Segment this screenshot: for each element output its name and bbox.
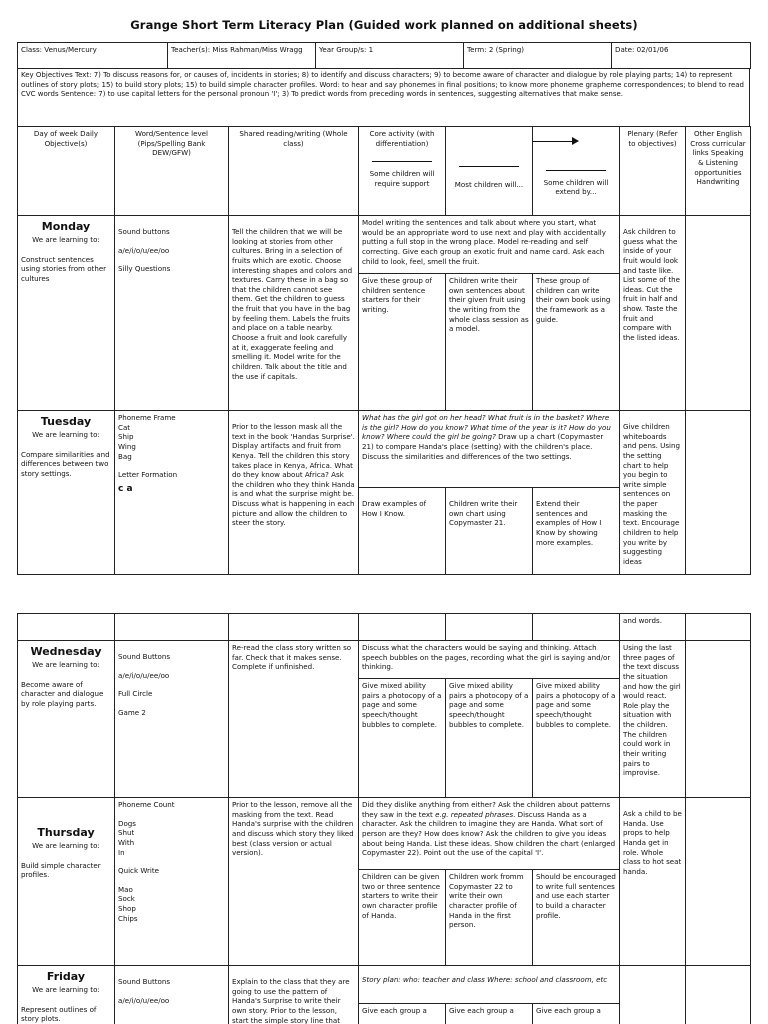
shared-cell <box>229 216 359 411</box>
class-cell: Class: Venus/Mercury <box>18 43 168 69</box>
word-level-cell <box>115 641 229 798</box>
core-intro-example: e.g. repeated phrases <box>435 809 514 819</box>
core-extend-text: Extend their sentences and examples of How I Know by showing more examples. <box>536 499 602 547</box>
plenary-cell: Using the last three pages of the text discuss the situation and how the girl would react. Role play the situation with the children. The children could work in their writing pairs to improvise. <box>620 641 686 798</box>
word-item: Ship <box>118 432 134 442</box>
core-support <box>359 488 445 574</box>
col-core-most <box>446 127 533 216</box>
core-cell <box>359 411 620 575</box>
word-item: Silly Questions <box>118 264 171 274</box>
day-name: Monday <box>41 220 91 233</box>
day-row-wednesday <box>18 641 751 798</box>
shared-cell: Prior to the lesson, remove all the masking from the text. Read Handa's surprise with the children and discuss which story they liked best (class version or actual version). <box>229 798 359 966</box>
column-header-table <box>17 126 751 216</box>
day-name: Thursday <box>37 826 95 839</box>
core-cell <box>359 798 620 966</box>
shared-cell: Re-read the class story written so far. Check that it makes sense. Complete if unfinished. <box>229 641 359 798</box>
day-cell <box>18 798 115 966</box>
col-core-extend <box>533 127 620 216</box>
word-item: Shut <box>118 828 135 838</box>
word-item: a/e/i/o/u/ee/oo <box>118 995 170 1005</box>
core-support-text: Draw examples of How I Know. <box>362 499 427 518</box>
core-most-text: Children write their own chart using Copymaster 21. <box>449 499 518 528</box>
term-cell: Term: 2 (Spring) <box>464 43 612 69</box>
daily-objective: Compare similarities and differences between two story settings. <box>21 449 110 478</box>
word-item: Sound Buttons <box>118 652 171 661</box>
header-table <box>17 42 751 69</box>
col-some-support: Some children will require support <box>369 168 435 188</box>
core-support: Give each group a <box>362 1006 427 1015</box>
word-level-cell <box>115 216 229 411</box>
word-level-cell <box>115 966 229 1024</box>
shared-text: Tell the children that we will be looking at stories from other cultures. Bring in a selection of fruits which are exotic. Choose interesting shapes and colors and textures. Carry these in a bag so that the children cannot see them. Get the children to guess the fruit that you have in the bag by feeling them. Labels the fruits and place on a table nearby. Choose a fruit and look carefully at it, exaggerate feeling and smelling it. Model write for the children. Talk about the title and the use if capitals. <box>232 227 353 381</box>
core-intro-text: Draw up a chart (Copymaster 21) to compare Handa's place (setting) with the children's place. Discuss the similarities and differences of the two settings. <box>362 432 604 461</box>
plenary-cell <box>620 798 686 966</box>
other-cell <box>686 411 751 575</box>
day-cell <box>18 641 115 798</box>
word-item: a/e/i/o/u/ee/oo <box>118 670 170 680</box>
core-support: Give mixed ability pairs a photocopy of a page and some speech/thought bubbles to complete. <box>362 681 442 729</box>
word-item: Letter Formation <box>118 470 178 480</box>
word-item: Quick Write <box>118 866 160 876</box>
core-most: Children write their own sentences about their given fruit using the writing from the whole class session as a model. <box>445 274 532 410</box>
core-intro: Story plan: who: teacher and class Where: school and classroom, etc <box>359 966 619 1004</box>
other-cell <box>686 798 751 966</box>
col-day: Day of week Daily Objective(s) <box>18 127 115 216</box>
core-differentiation <box>359 274 619 410</box>
rule-line <box>459 159 519 167</box>
word-item: Phoneme Count <box>118 800 175 809</box>
word-item: Wing <box>118 441 136 451</box>
core-extend: These group of children can write their own book using the framework as a guide. <box>532 274 619 410</box>
plenary-cell <box>620 966 686 1024</box>
core-intro: Discuss what the characters would be saying and thinking. Attach speech bubbles on the pages, recording what the girl is saying and/or thinking. <box>359 641 619 679</box>
core-intro-text: Did they dislike anything from either? Ask the children about patterns they saw in the text <box>362 800 611 819</box>
word-item: In <box>118 847 125 857</box>
other-cell <box>686 216 751 411</box>
plan-table-page1 <box>17 215 751 575</box>
plan-table-page2 <box>17 613 751 1024</box>
core-support: Children can be given two or three sentence starters to write their own character profile of Handa. <box>362 872 441 920</box>
objectives-table <box>17 68 750 127</box>
col-some-extend: Some children will extend by... <box>543 177 609 197</box>
col-plenary: Plenary (Refer to objectives) <box>620 127 686 216</box>
core-differentiation <box>359 488 619 574</box>
core-questions: What has the girl got on her head? What fruit is in the basket? Where is the girl? How do you know? What time of the year is it? How do you know? Where could the girl be going? <box>362 413 611 442</box>
year-groups-cell: Year Group/s: 1 <box>316 43 464 69</box>
col-other: Other English Cross curricular links Speaking & Listening opportunities Handwriting <box>686 127 751 216</box>
col-core-support <box>359 127 446 216</box>
day-cell <box>18 411 115 575</box>
learning-label: We are learning to: <box>32 429 100 439</box>
learning-label: We are learning to: <box>32 659 100 669</box>
teachers-cell: Teacher(s): Miss Rahman/Miss Wragg <box>168 43 316 69</box>
col-core-label: Core activity (with differentiation) <box>369 129 435 148</box>
col-shared: Shared reading/writing (Whole class) <box>229 127 359 216</box>
core-extend <box>532 488 619 574</box>
core-most: Give each group a <box>445 1004 532 1024</box>
plenary-continued: and words. <box>620 614 686 641</box>
core-extend: Should be encouraged to write full sentences and use each starter to build a character profile. <box>532 870 619 965</box>
shared-cell <box>229 966 359 1024</box>
core-cell <box>359 966 620 1024</box>
word-item: Chips <box>118 913 138 923</box>
day-name: Friday <box>46 970 86 983</box>
core-intro <box>359 798 619 870</box>
plenary-text: Ask children to guess what the inside of your fruit would look and taste like. List some of the ideas. Cut the fruit in half and show. Taste the fruit and compare with the listed ideas. <box>623 227 680 343</box>
learning-label: We are learning to: <box>32 234 100 244</box>
day-cell <box>18 216 115 411</box>
word-item: Game 2 <box>118 707 146 717</box>
day-name: Wednesday <box>30 645 102 658</box>
learning-label: We are learning to: <box>32 984 100 994</box>
word-item: With <box>118 837 135 847</box>
core-differentiation <box>359 870 619 965</box>
core-cell <box>359 641 620 798</box>
other-cell <box>686 966 751 1024</box>
col-word-level: Word/Sentence level (Pips/Spelling Bank DEW/GFW) <box>115 127 229 216</box>
day-row-thursday <box>18 798 751 966</box>
core-intro-text-2: . Discuss Handa as a character. Ask the children to imagine they are Handa. What sort of person are they? How does know? Ask the children to give you ideas about being Handa. List these ideas. Show children the chart (enlarged Copymaster 22). Point out the use of the capital 'I'. <box>362 809 616 858</box>
daily-objective: Represent outlines of story plots. <box>21 1004 97 1024</box>
word-item: Full Circle <box>118 689 153 699</box>
word-item: Phoneme Frame <box>118 413 176 422</box>
core-intro <box>359 411 619 488</box>
word-level-cell <box>115 411 229 575</box>
word-item: a/e/i/o/u/ee/oo <box>118 245 170 255</box>
word-level-cell <box>115 798 229 966</box>
core-cell <box>359 216 620 411</box>
daily-objective: Construct sentences using stories from other cultures <box>21 254 107 283</box>
word-item: Sound Buttons <box>118 977 171 986</box>
progression-arrow <box>533 137 617 145</box>
key-objectives: Key Objectives Text: 7) To discuss reasons for, or causes of, incidents in stories; 8) to identify and discuss characters; 9) to become aware of character and dialogue by role playing parts; 14) to represent outlines of story plots; 15) to build story plots; 15) to build simple character profiles. Word: to hear and say phonemes in final positions; to know more phoneme grapheme correspondences; to blend to read CVC words Sentence: 7) to use capital letters for the personal pronoun 'I'; 3) To predict words from preceding words in sentences, suggesting alternatives that make sense. <box>18 69 750 127</box>
core-most <box>445 488 532 574</box>
core-intro: Model writing the sentences and talk about where you start, what would be an appropriate word to use next and play with accidentally putting a full stop in the wrong place. Model re-reading and self correcting. Give each group an exotic fruit and name card. Ask each child to look, feel, smell the fruit. <box>359 216 619 274</box>
plenary-text: Ask a child to be Handa. Use props to help Handa get in role. Whole class to hot seat handa. <box>623 809 682 876</box>
day-row-friday <box>18 966 751 1024</box>
date-cell: Date: 02/01/06 <box>612 43 751 69</box>
word-item: Dogs <box>118 818 137 828</box>
word-item: Sound buttons <box>118 227 170 236</box>
core-extend: Give each group a <box>532 1004 619 1024</box>
carry-over-row <box>18 614 751 641</box>
daily-objective: Build simple character profiles. <box>21 860 101 880</box>
plenary-cell <box>620 216 686 411</box>
core-most: Children work fromm Copymaster 22 to write their own character profile of Handa in the first person. <box>445 870 532 965</box>
day-row-monday <box>18 216 751 411</box>
core-differentiation <box>359 1004 619 1024</box>
word-item: Shop <box>118 904 136 914</box>
day-name: Tuesday <box>40 415 92 428</box>
plenary-text: Give children whiteboards and pens. Using the setting chart to help you begin to write simple sentences on the paper masking the text. Encourage children to help you write by suggesting ideas <box>623 422 681 566</box>
col-most: Most children will... <box>454 179 524 189</box>
core-differentiation <box>359 679 619 797</box>
shared-cell <box>229 411 359 575</box>
word-item: Mao <box>118 884 133 894</box>
day-cell <box>18 966 115 1024</box>
plenary-cell <box>620 411 686 575</box>
word-item: Sock <box>118 894 135 904</box>
page-title: Grange Short Term Literacy Plan (Guided work planned on additional sheets) <box>130 18 638 32</box>
formation-letters: c a <box>118 483 133 494</box>
day-row-tuesday <box>18 411 751 575</box>
other-cell <box>686 641 751 798</box>
rule-line <box>546 163 606 171</box>
core-extend: Give mixed ability pairs a photocopy of a page and some speech/thought bubbles to complete. <box>532 679 619 797</box>
shared-text: Explain to the class that they are going to use the pattern of Handa's Surprise to write their own story. Prior to the lesson, start the simple story line that <box>232 977 350 1024</box>
shared-text: Prior to the lesson mask all the text in the book 'Handas Surprise'. Display artifacts and fruit from Kenya. Tell the children this story takes place in Kenya, Africa. What do they know about Africa? Ask the children who they think Handa is and what the surprise might be. Discuss what is happening in each picture and allow the children to steer the story. <box>232 422 355 528</box>
word-item: Bag <box>118 451 132 461</box>
core-most: Give mixed ability pairs a photocopy of a page and some speech/thought bubbles to complete. <box>445 679 532 797</box>
rule-line <box>372 154 432 162</box>
word-item: Cat <box>118 422 131 432</box>
core-support: Give these group of children sentence starters for their writing. <box>362 276 432 314</box>
learning-label: We are learning to: <box>32 840 100 850</box>
daily-objective: Become aware of character and dialogue by role playing parts. <box>21 679 104 708</box>
